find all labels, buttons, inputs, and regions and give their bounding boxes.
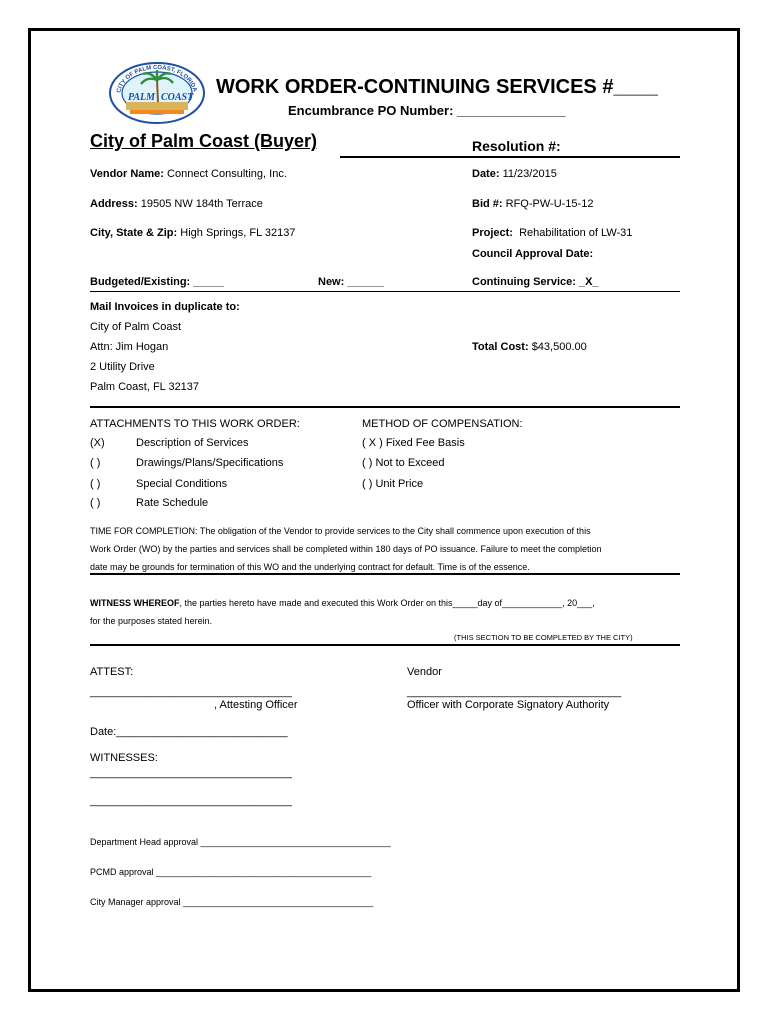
resolution-label: Resolution #:: [472, 138, 561, 154]
city-manager-approval: City Manager approval ______________________________________: [90, 897, 374, 907]
total-cost-row: [472, 341, 587, 353]
encumbrance-po-label: Encumbrance PO Number: _______________: [288, 103, 566, 118]
vendor-name-value: Connect Consulting, Inc.: [167, 168, 287, 180]
council-approval-label: Council Approval Date:: [472, 248, 594, 260]
attest-label: ATTEST:: [90, 666, 134, 678]
completion-line: TIME FOR COMPLETION: The obligation of the Vendor to provide services to the City shall commence upon execution of this: [90, 526, 591, 536]
attesting-officer-label: , Attesting Officer: [214, 699, 298, 711]
address-label: Address:: [90, 198, 138, 210]
project-row: [472, 227, 632, 239]
completion-line: Work Order (WO) by the parties and services shall be completed within 180 days of PO issuance. Failure to meet the completion: [90, 544, 602, 554]
city-logo: [108, 62, 206, 124]
attachment-label: Drawings/Plans/Specifications: [136, 457, 284, 469]
budget-rule: [90, 291, 680, 292]
attachment-label: Special Conditions: [136, 478, 228, 490]
city-state-zip-value: High Springs, FL 32137: [180, 227, 296, 239]
project-value: Rehabilitation of LW-31: [519, 227, 633, 239]
vendor-name-label: Vendor Name:: [90, 168, 164, 180]
attachment-mark: (X): [90, 437, 105, 449]
bid-row: [472, 198, 593, 210]
buyer-rule: [340, 156, 680, 158]
date-label: Date:: [472, 168, 500, 180]
address-row: [90, 198, 263, 210]
pcmd-approval: PCMD approval ___________________________________________: [90, 867, 372, 877]
svg-text:PALM: PALM: [128, 92, 156, 103]
city-section-note: (THIS SECTION TO BE COMPLETED BY THE CITY): [454, 633, 633, 642]
attachment-mark: ( ): [90, 457, 101, 469]
compensation-heading: METHOD OF COMPENSATION:: [362, 418, 523, 430]
buyer-title: City of Palm Coast (Buyer): [90, 131, 318, 151]
continuing-service-label: Continuing Service:: [472, 276, 576, 288]
witness-whereof-bold: WITNESS WHEREOF: [90, 598, 180, 608]
total-cost-label: Total Cost:: [472, 341, 529, 353]
witness-signature-line: _________________________________: [90, 767, 292, 779]
vendor-signature-line: ___________________________________: [407, 686, 622, 698]
completion-rule: [90, 573, 680, 575]
svg-text:COAST: COAST: [161, 92, 194, 103]
mail-rule: [90, 406, 680, 408]
date-row: [472, 168, 557, 180]
witness-signature-line: _________________________________: [90, 795, 292, 807]
bid-value: RFQ-PW-U-15-12: [505, 198, 594, 210]
mail-line: 2 Utility Drive: [90, 361, 155, 373]
svg-text:CITY OF PALM COAST, FLORIDA: CITY OF PALM COAST, FLORIDA: [116, 64, 198, 94]
mail-line: City of Palm Coast: [90, 321, 182, 333]
city-state-zip-row: [90, 227, 295, 239]
mail-invoices-heading: Mail Invoices in duplicate to:: [90, 301, 240, 313]
witness-purposes: for the purposes stated herein.: [90, 616, 213, 626]
vendor-label: Vendor: [407, 666, 442, 678]
attachment-mark: ( ): [90, 497, 101, 509]
witnesses-label: WITNESSES:: [90, 752, 158, 764]
continuing-service-row: [472, 276, 599, 288]
vendor-name-row: [90, 168, 287, 180]
bid-label: Bid #:: [472, 198, 503, 210]
compensation-item: ( ) Not to Exceed: [362, 457, 445, 469]
attachment-label: Rate Schedule: [136, 497, 209, 509]
budgeted-existing-label: Budgeted/Existing: _____: [90, 276, 224, 288]
witness-rule: [90, 644, 680, 646]
department-head-approval: Department Head approval ______________________________________: [90, 837, 391, 847]
attachments-heading: ATTACHMENTS TO THIS WORK ORDER:: [90, 418, 300, 430]
total-cost-value: $43,500.00: [531, 341, 587, 353]
form-title: WORK ORDER-CONTINUING SERVICES #____: [216, 76, 658, 98]
compensation-item: ( X ) Fixed Fee Basis: [362, 437, 465, 449]
attachment-label: Description of Services: [136, 437, 249, 449]
witness-whereof-text: , the parties hereto have made and executed this Work Order on this_____day of____________, 20___,: [179, 598, 595, 608]
mail-line: Attn: Jim Hogan: [90, 341, 169, 353]
city-state-zip-label: City, State & Zip:: [90, 227, 178, 239]
attachment-mark: ( ): [90, 478, 101, 490]
compensation-item: ( ) Unit Price: [362, 478, 424, 490]
project-label: Project:: [472, 227, 513, 239]
date-value: 11/23/2015: [502, 168, 557, 180]
mail-line: Palm Coast, FL 32137: [90, 381, 200, 393]
witness-whereof-row: [90, 598, 595, 608]
vendor-officer-label: Officer with Corporate Signatory Authority: [407, 699, 610, 711]
date-signature-line: Date:____________________________: [90, 726, 288, 738]
continuing-service-value: _X_: [578, 276, 599, 288]
completion-line: date may be grounds for termination of this WO and the underlying contract for default. Time is of the essence.: [90, 562, 530, 572]
new-label: New: ______: [318, 276, 385, 288]
attest-signature-line: _________________________________: [90, 686, 292, 698]
address-value: 19505 NW 184th Terrace: [140, 198, 263, 210]
